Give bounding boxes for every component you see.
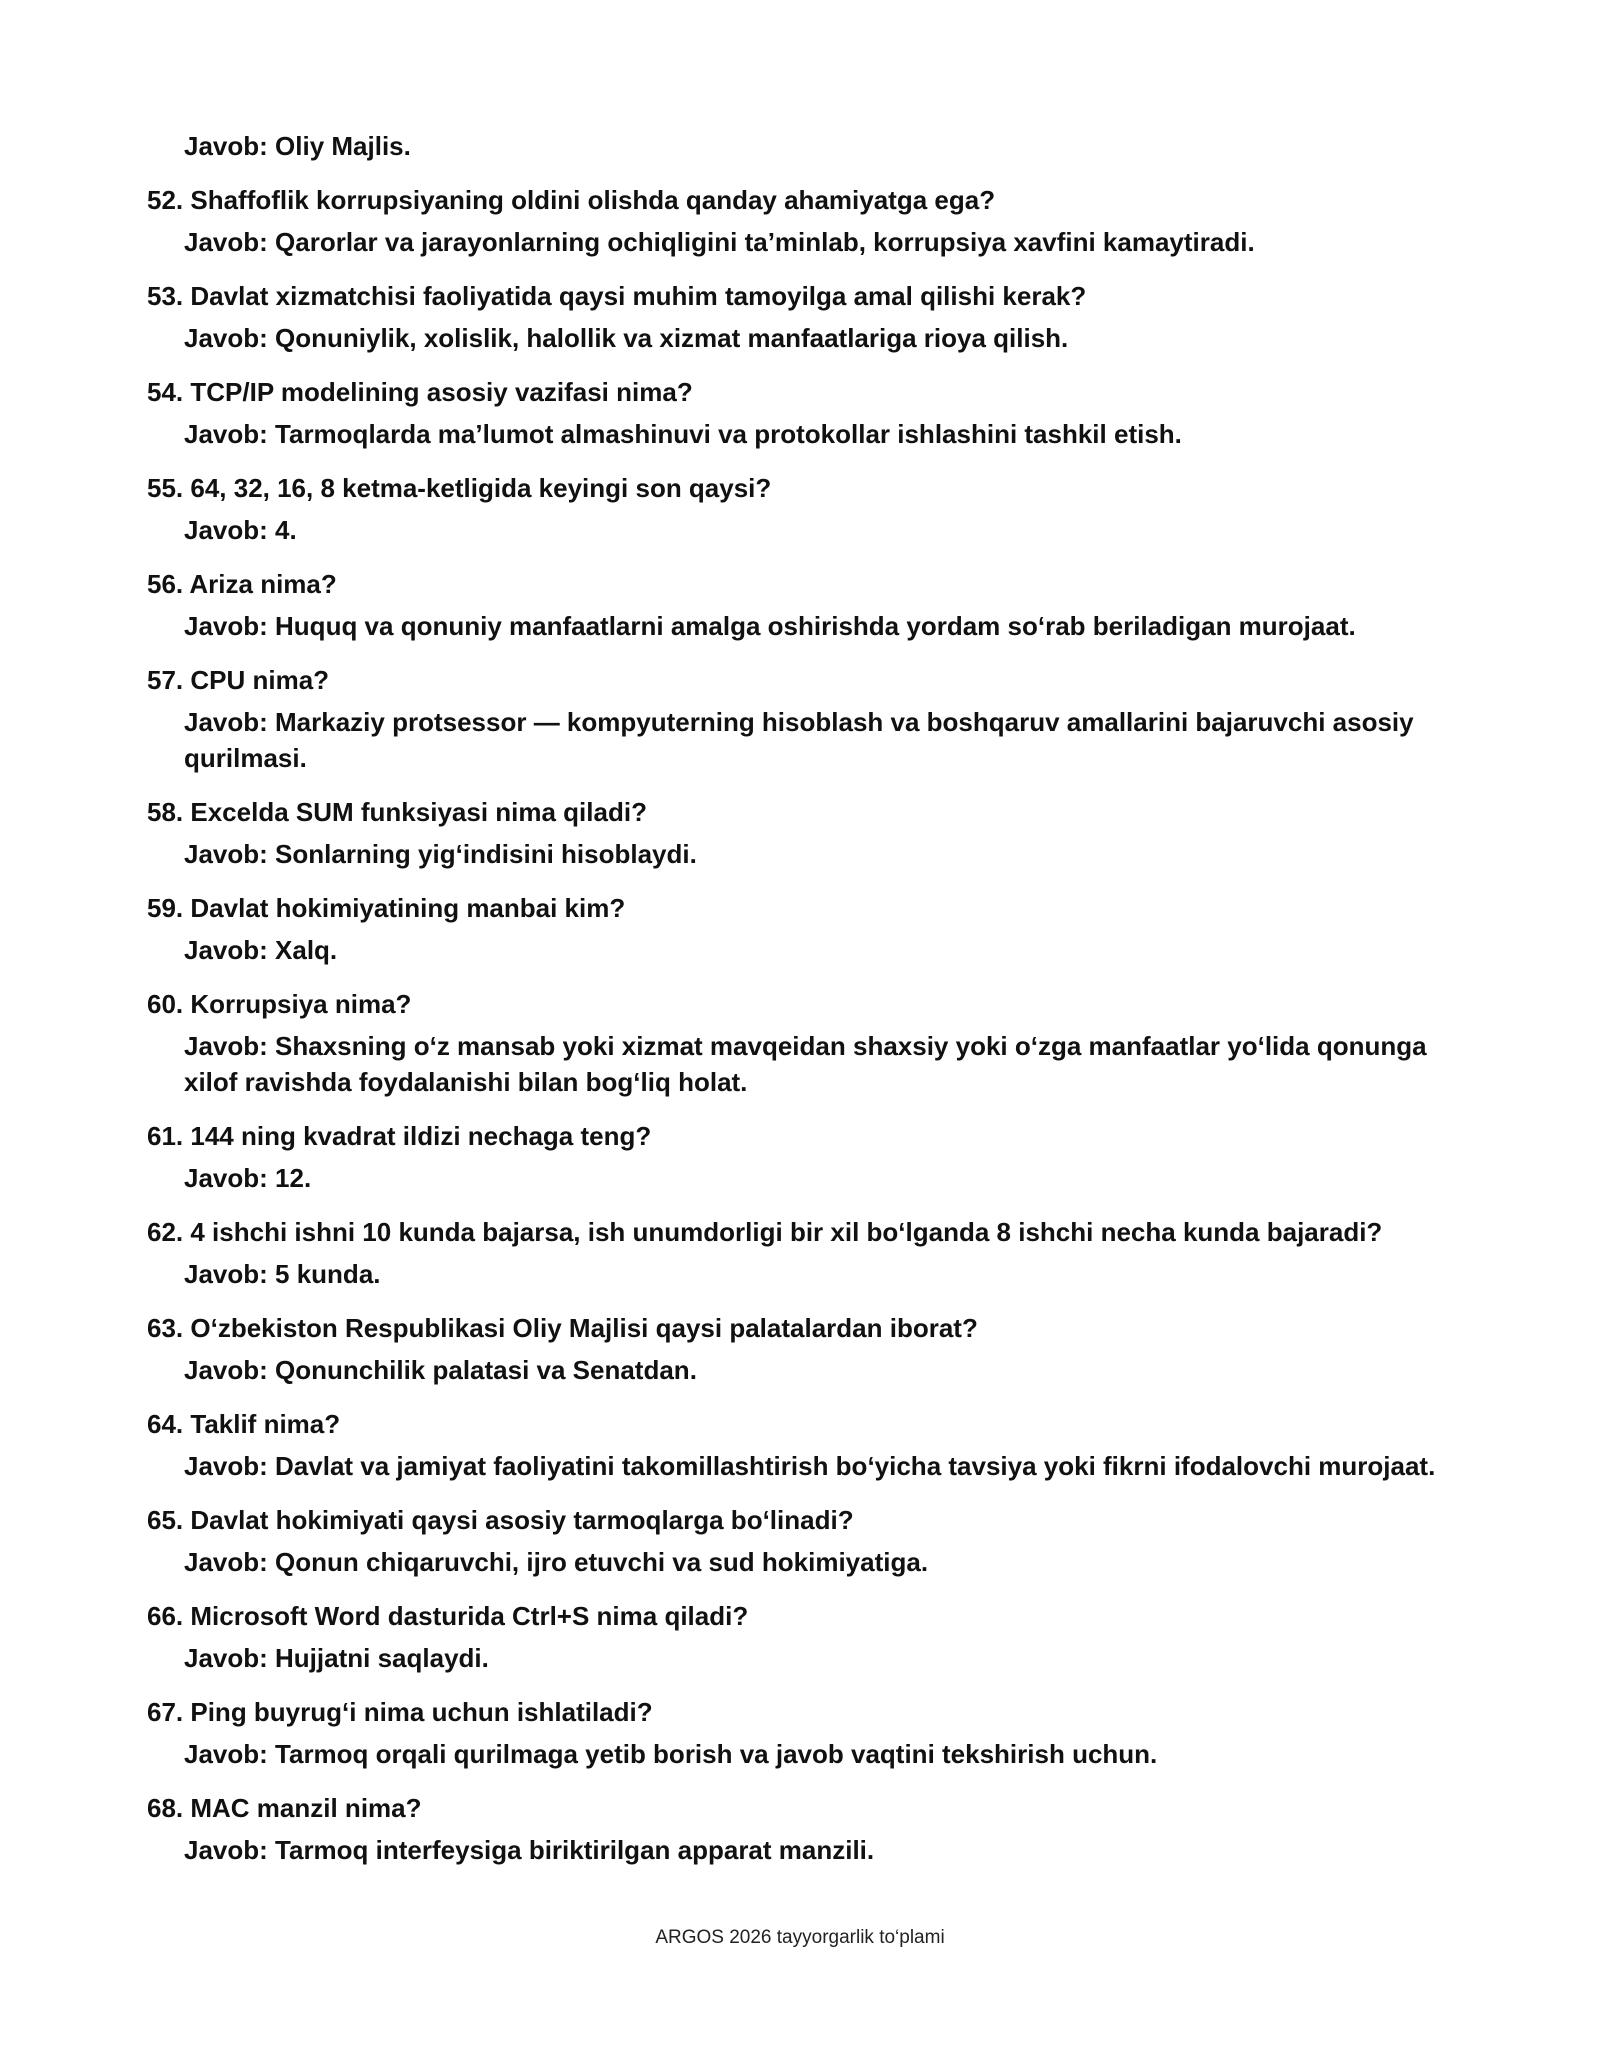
answer-text: Javob: Qonuniylik, xolislik, halollik va xizmat manfaatlariga rioya qilish. bbox=[184, 323, 1069, 353]
answer-text: Javob: Qonunchilik palatasi va Senatdan. bbox=[184, 1355, 697, 1385]
qa-item bbox=[147, 986, 1487, 1100]
qa-item bbox=[147, 1406, 1487, 1484]
qa-item bbox=[147, 182, 1487, 260]
question-text: 52. Shaffoflik korrupsiyaning oldini olishda qanday ahamiyatga ega? bbox=[147, 185, 996, 215]
answer-text: Javob: Sonlarning yig‘indisini hisoblaydi. bbox=[184, 839, 697, 869]
question-text: 67. Ping buyrug‘i nima uchun ishlatiladi? bbox=[147, 1697, 653, 1727]
question-text: 61. 144 ning kvadrat ildizi nechaga teng? bbox=[147, 1121, 652, 1151]
answer-text: Javob: Markaziy protsessor — kompyuterning hisoblash va boshqaruv amallarini bajaruvchi asosiy qurilmasi. bbox=[184, 707, 1414, 773]
answer-text: Javob: Tarmoq orqali qurilmaga yetib borish va javob vaqtini tekshirish uchun. bbox=[184, 1739, 1158, 1769]
answer-text: Javob: Tarmoq interfeysiga biriktirilgan apparat manzili. bbox=[184, 1835, 875, 1865]
answer-text: Javob: Hujjatni saqlaydi. bbox=[184, 1643, 489, 1673]
answer-text: Javob: Davlat va jamiyat faoliyatini takomillashtirish bo‘yicha tavsiya yoki fikrni ifodalovchi murojaat. bbox=[184, 1451, 1436, 1481]
qa-item bbox=[147, 278, 1487, 356]
qa-item bbox=[147, 1694, 1487, 1772]
question-text: 63. O‘zbekiston Respublikasi Oliy Majlisi qaysi palatalardan iborat? bbox=[147, 1313, 978, 1343]
question-text: 60. Korrupsiya nima? bbox=[147, 989, 412, 1019]
qa-item bbox=[147, 1310, 1487, 1388]
question-text: 57. CPU nima? bbox=[147, 665, 330, 695]
question-text: 58. Excelda SUM funksiyasi nima qiladi? bbox=[147, 797, 647, 827]
qa-item bbox=[147, 1598, 1487, 1676]
qa-item bbox=[147, 374, 1487, 452]
question-text: 62. 4 ishchi ishni 10 kunda bajarsa, ish unumdorligi bir xil bo‘lganda 8 ishchi necha kunda bajaradi? bbox=[147, 1217, 1383, 1247]
question-text: 53. Davlat xizmatchisi faoliyatida qaysi muhim tamoyilga amal qilishi kerak? bbox=[147, 281, 1087, 311]
answer-text: Javob: Huquq va qonuniy manfaatlarni amalga oshirishda yordam so‘rab beriladigan murojaat. bbox=[184, 611, 1356, 641]
answer-text: Javob: Qarorlar va jarayonlarning ochiqligini ta’minlab, korrupsiya xavfini kamaytiradi. bbox=[184, 227, 1255, 257]
qa-item bbox=[147, 794, 1487, 872]
qa-item bbox=[147, 566, 1487, 644]
qa-item bbox=[147, 890, 1487, 968]
qa-item bbox=[147, 1790, 1487, 1868]
question-text: 66. Microsoft Word dasturida Ctrl+S nima qiladi? bbox=[147, 1601, 749, 1631]
answer-text: Javob: Tarmoqlarda ma’lumot almashinuvi va protokollar ishlashini tashkil etish. bbox=[184, 419, 1182, 449]
page-footer: ARGOS 2026 tayyorgarlik to‘plami bbox=[655, 1927, 945, 1948]
question-text: 55. 64, 32, 16, 8 ketma-ketligida keyingi son qaysi? bbox=[147, 473, 772, 503]
answer-text: Javob: Oliy Majlis. bbox=[184, 131, 411, 161]
qa-item bbox=[147, 1502, 1487, 1580]
answer-text: Javob: Shaxsning o‘z mansab yoki xizmat mavqeidan shaxsiy yoki o‘zga manfaatlar yo‘lida qonunga xilof ravishda foydalanishi bilan bog‘liq holat. bbox=[184, 1031, 1427, 1097]
qa-item bbox=[147, 662, 1487, 776]
question-text: 65. Davlat hokimiyati qaysi asosiy tarmoqlarga bo‘linadi? bbox=[147, 1505, 854, 1535]
answer-text: Javob: 5 kunda. bbox=[184, 1259, 381, 1289]
answer-text: Javob: 12. bbox=[184, 1163, 312, 1193]
answer-text: Javob: Qonun chiqaruvchi, ijro etuvchi va sud hokimiyatiga. bbox=[184, 1547, 929, 1577]
answer-text: Javob: Xalq. bbox=[184, 935, 338, 965]
question-text: 56. Ariza nima? bbox=[147, 569, 337, 599]
qa-item bbox=[147, 1118, 1487, 1196]
qa-list bbox=[147, 128, 1487, 1868]
qa-item bbox=[147, 470, 1487, 548]
question-text: 64. Taklif nima? bbox=[147, 1409, 341, 1439]
question-text: 54. TCP/IP modelining asosiy vazifasi nima? bbox=[147, 377, 693, 407]
question-text: 68. MAC manzil nima? bbox=[147, 1793, 422, 1823]
answer-text: Javob: 4. bbox=[184, 515, 297, 545]
qa-item bbox=[147, 1214, 1487, 1292]
question-text: 59. Davlat hokimiyatining manbai kim? bbox=[147, 893, 626, 923]
